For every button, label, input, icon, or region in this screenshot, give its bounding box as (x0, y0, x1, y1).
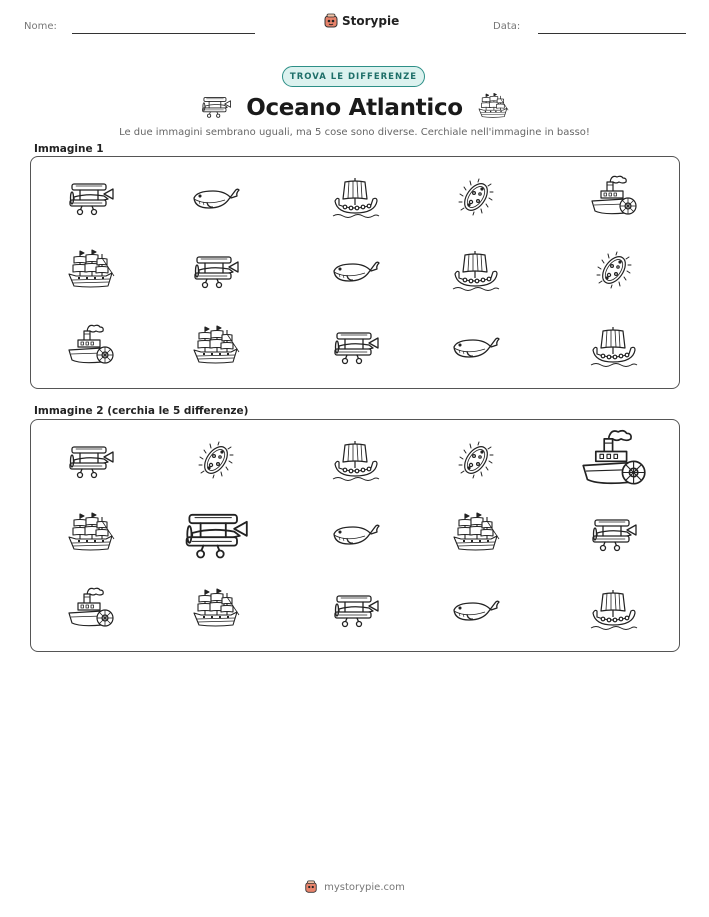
brand-logo (323, 13, 399, 29)
footer-url[interactable]: mystorypie.com (324, 881, 405, 893)
title-row (0, 92, 709, 125)
biplane-icon (589, 513, 639, 553)
panel1-cell-r3c3 (321, 316, 391, 376)
panel2-cell-r3c2[interactable] (181, 579, 251, 639)
whale-icon (331, 518, 381, 548)
steamboat-icon (589, 175, 639, 219)
panel2-label: Immagine 2 (cerchia le 5 differenze) (34, 405, 249, 417)
page-title: Oceano Atlantico (246, 95, 463, 122)
panel1-grid (31, 157, 679, 388)
biplane-icon (331, 589, 381, 629)
panel2-cell-r1c1[interactable] (56, 430, 126, 490)
panel1-cell-r1c4 (441, 167, 511, 227)
galleon-icon (191, 587, 241, 631)
whale-icon (191, 182, 241, 212)
panel2-cell-r3c3[interactable] (321, 579, 391, 639)
panel1-cell-r2c3 (321, 240, 391, 300)
viking-ship-icon (451, 248, 501, 292)
panel1-cell-r2c1 (56, 240, 126, 300)
plankton-icon (592, 248, 636, 292)
panel1-cell-r3c4 (441, 316, 511, 376)
date-field-line[interactable] (538, 33, 686, 34)
panel1-cell-r3c1 (56, 316, 126, 376)
panel1-cell-r1c1 (56, 167, 126, 227)
whale-icon (331, 255, 381, 285)
biplane-icon (191, 250, 241, 290)
panel2-cell-r1c5[interactable] (579, 430, 649, 490)
viking-ship-icon (589, 587, 639, 631)
panel1-cell-r3c2 (181, 316, 251, 376)
panel1-cell-r2c4 (441, 240, 511, 300)
steamboat-icon (66, 324, 116, 368)
panel2-grid (31, 420, 679, 651)
name-label: Nome: (24, 21, 57, 32)
title-biplane-icon (200, 93, 233, 123)
whale-icon (451, 594, 501, 624)
panel1-cell-r2c2 (181, 240, 251, 300)
panel2-cell-r1c2[interactable] (181, 430, 251, 490)
date-label: Data: (493, 21, 521, 32)
galleon-icon (66, 248, 116, 292)
panel2-cell-r2c4[interactable] (441, 503, 511, 563)
steamboat-icon (579, 428, 649, 492)
footer-mascot-icon (304, 880, 318, 894)
galleon-icon (451, 511, 501, 555)
biplane-icon (181, 503, 251, 563)
galleon-icon (191, 324, 241, 368)
panel2-cell-r2c3[interactable] (321, 503, 391, 563)
name-field-line[interactable] (72, 33, 255, 34)
panel-image-1 (30, 156, 680, 389)
title-galleon-icon (477, 92, 510, 125)
panel-image-2 (30, 419, 680, 652)
viking-ship-icon (331, 175, 381, 219)
plankton-icon (454, 175, 498, 219)
footer (0, 880, 709, 894)
panel2-cell-r3c1[interactable] (56, 579, 126, 639)
panel1-label: Immagine 1 (34, 143, 104, 155)
viking-ship-icon (331, 438, 381, 482)
galleon-icon (66, 511, 116, 555)
panel1-cell-r3c5 (579, 316, 649, 376)
biplane-icon (66, 440, 116, 480)
panel1-cell-r1c2 (181, 167, 251, 227)
plankton-icon (454, 438, 498, 482)
panel2-cell-r2c2[interactable] (181, 503, 251, 563)
panel2-cell-r2c1[interactable] (56, 503, 126, 563)
biplane-icon (331, 326, 381, 366)
panel2-cell-r3c4[interactable] (441, 579, 511, 639)
steamboat-icon (66, 587, 116, 631)
panel2-cell-r2c5[interactable] (579, 503, 649, 563)
biplane-icon (66, 177, 116, 217)
panel2-cell-r1c4[interactable] (441, 430, 511, 490)
plankton-icon (194, 438, 238, 482)
panel1-cell-r2c5 (579, 240, 649, 300)
brand-name: Storypie (342, 14, 400, 28)
instructions: Le due immagini sembrano uguali, ma 5 cose sono diverse. Cerchiale nell'immagine in basso! (119, 127, 590, 138)
whale-icon (451, 331, 501, 361)
panel2-cell-r1c3[interactable] (321, 430, 391, 490)
panel1-cell-r1c3 (321, 167, 391, 227)
activity-badge: TROVA LE DIFFERENZE (282, 66, 425, 87)
panel2-cell-r3c5[interactable] (579, 579, 649, 639)
mascot-icon (323, 13, 339, 29)
viking-ship-icon (589, 324, 639, 368)
panel1-cell-r1c5 (579, 167, 649, 227)
